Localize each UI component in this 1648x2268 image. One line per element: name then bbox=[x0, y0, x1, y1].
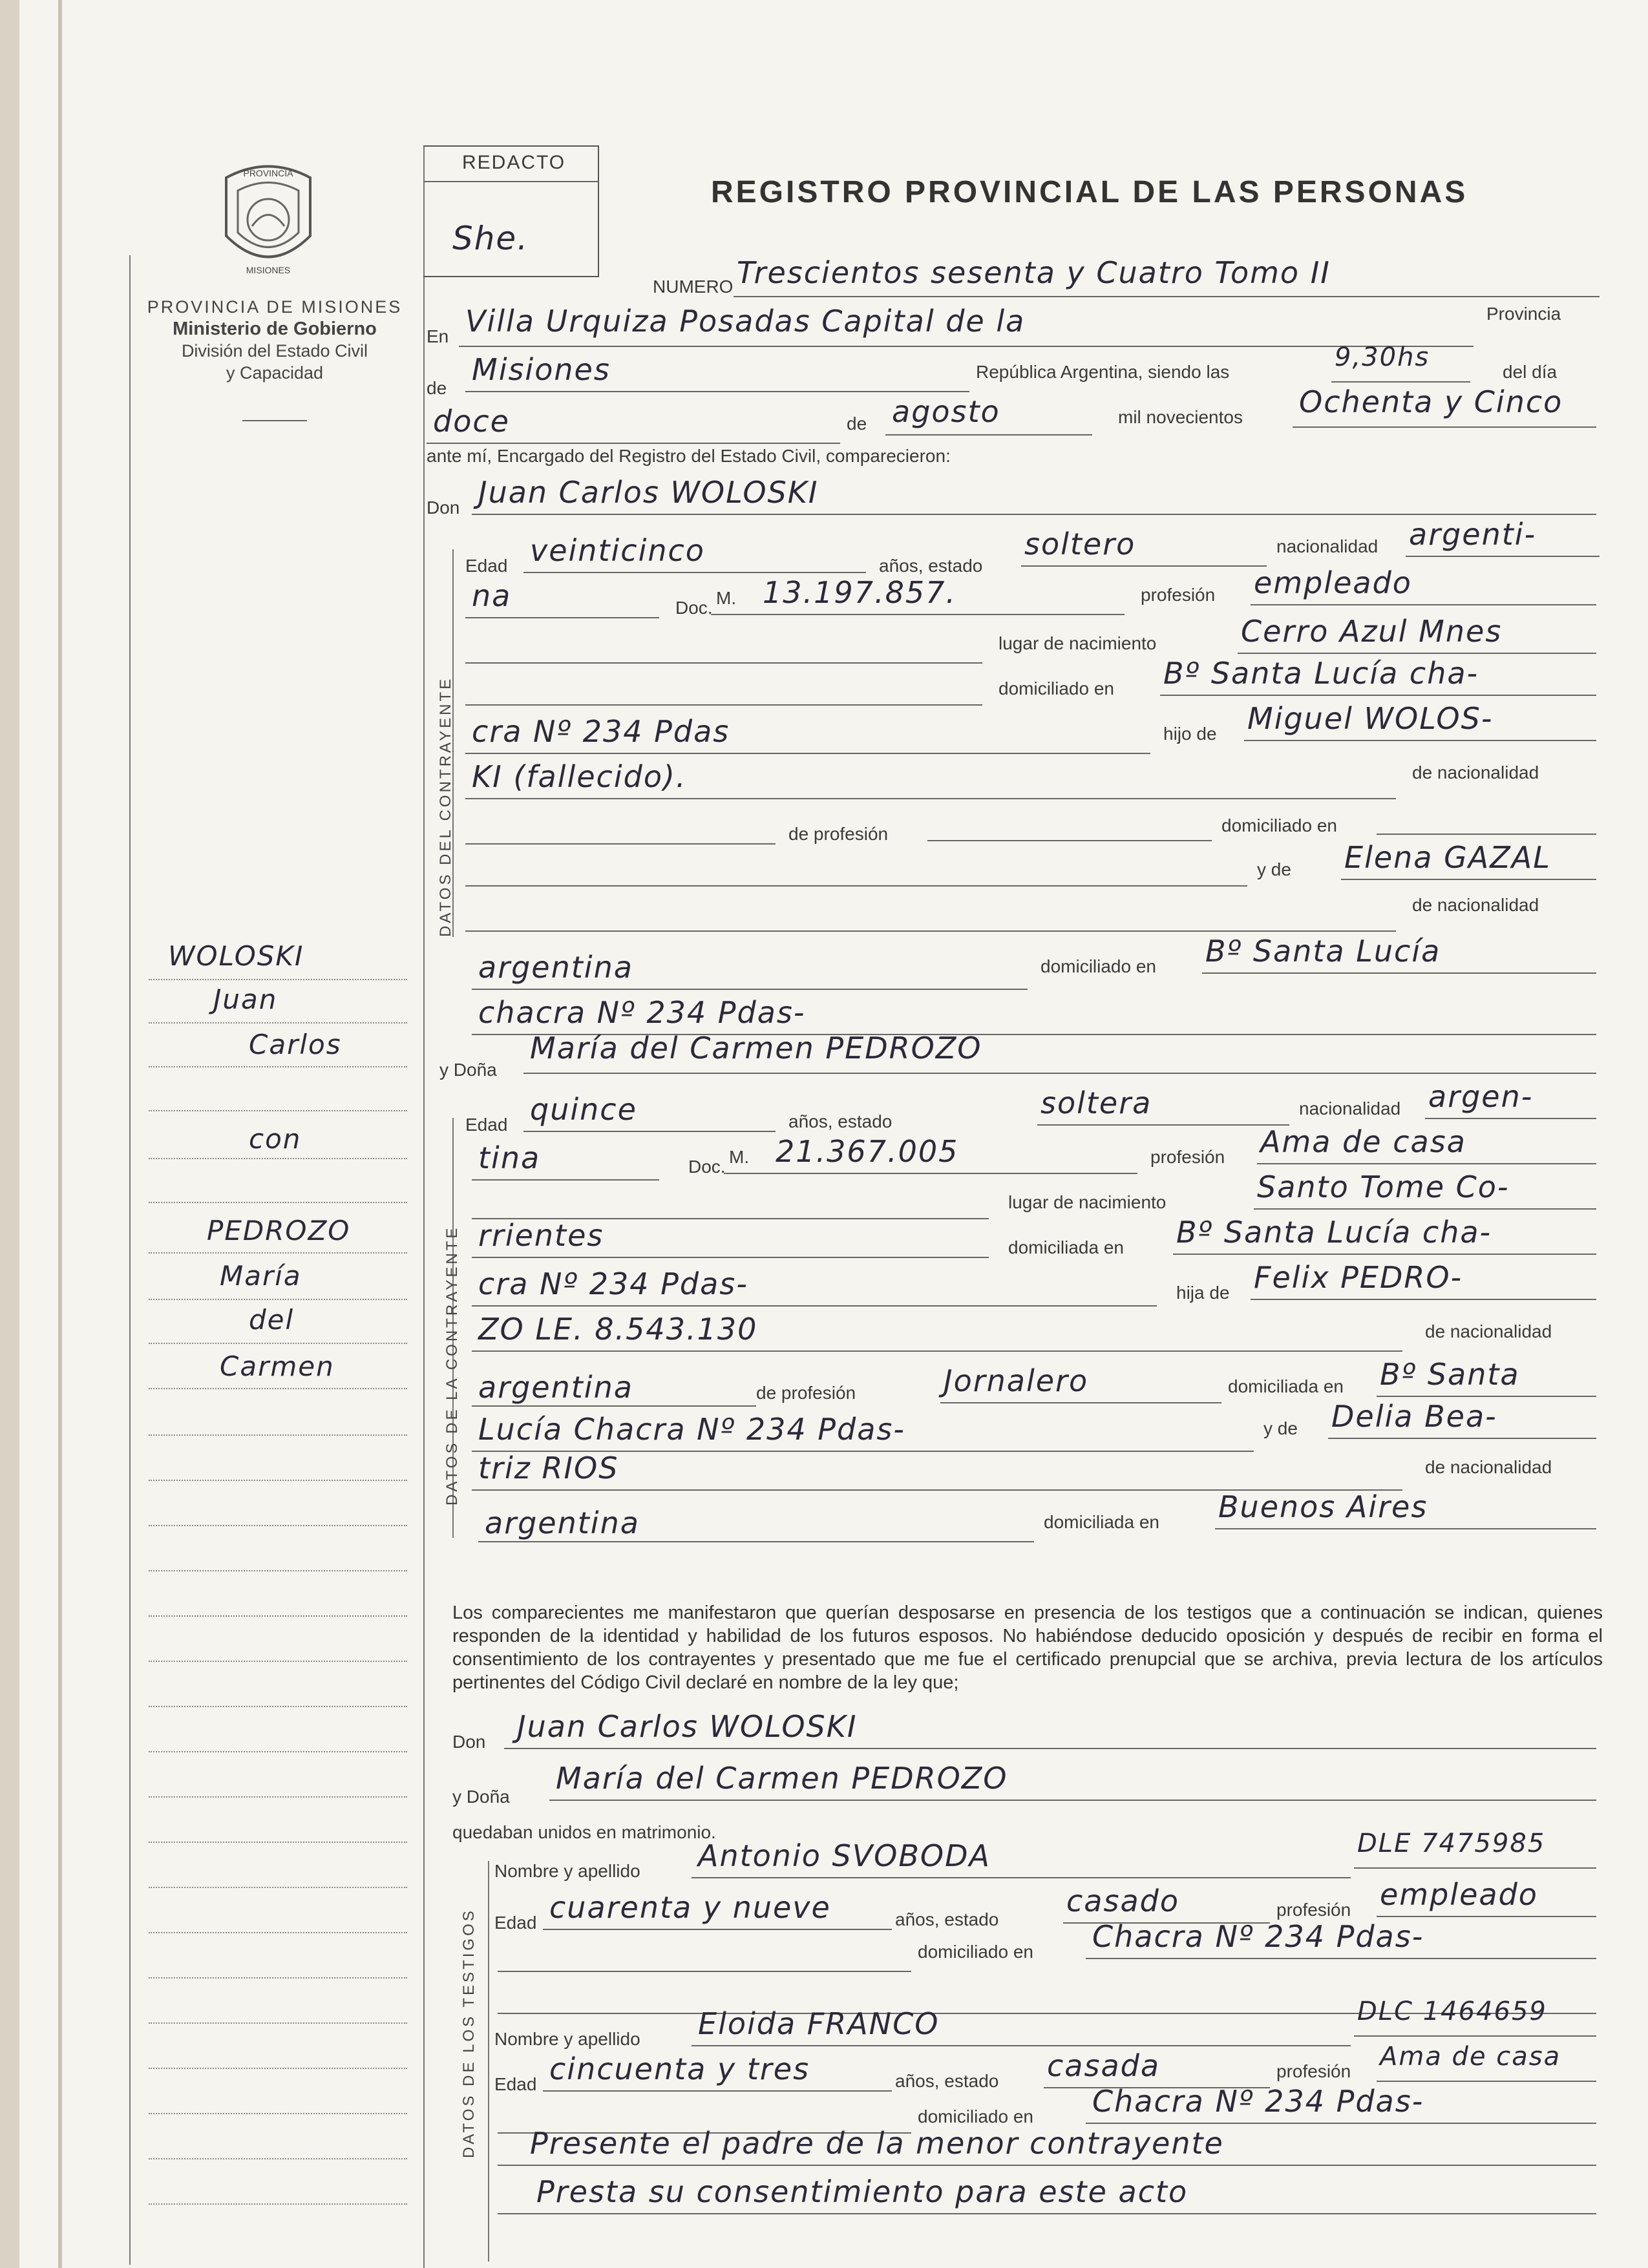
groom-nacionalidad-a: argenti- bbox=[1409, 517, 1537, 552]
margin-name-8: Carmen bbox=[220, 1350, 335, 1382]
bride-nac-label: nacionalidad bbox=[1299, 1098, 1401, 1118]
declaration-text: Los comparecientes me manifestaron que querían desposarse en presencia de los testigos que a continuación se indican, quienes responden de la identidad y habilidad de los futuros esposos. No habiéndose deducido oposición y después de recibir en forma el consentimiento de los contrayentes y presentado que me fue el certificado prenupcial que se archiva, previa lectura de los artículos pertinentes del Código Civil declaré en nombre de la ley que; bbox=[452, 1602, 1603, 1693]
bride-padre-b: ZO LE. 8.543.130 bbox=[478, 1312, 758, 1347]
bride-padre-prof: Jornalero bbox=[944, 1363, 1089, 1398]
bride-dona-label: y Doña bbox=[439, 1060, 497, 1080]
bride-doc-label: Doc. bbox=[688, 1157, 726, 1177]
bride-nacionalidad-b: tina bbox=[478, 1140, 541, 1175]
bride-profesion: Ama de casa bbox=[1260, 1124, 1466, 1159]
groom-don-label: Don bbox=[427, 498, 460, 518]
margin-name-1: WOLOSKI bbox=[168, 940, 304, 972]
bride-nacionalidad-a: argen- bbox=[1428, 1079, 1534, 1114]
de-value: Misiones bbox=[472, 352, 611, 387]
en-label: En bbox=[427, 326, 449, 346]
groom-de-nac-label: de nacionalidad bbox=[1412, 762, 1539, 782]
w1-nombre-label: Nombre y apellido bbox=[494, 1861, 640, 1881]
groom-padre-a: Miguel WOLOS- bbox=[1247, 701, 1494, 736]
groom-prof-label: profesión bbox=[1141, 585, 1216, 605]
org-rule bbox=[242, 420, 307, 421]
w1-prof-label: profesión bbox=[1276, 1900, 1351, 1920]
witness-note-b: Presta su consentimiento para este acto bbox=[536, 2174, 1188, 2209]
ante-mi-text: ante mí, Encargado del Registro del Estado Civil, comparecieron: bbox=[427, 446, 951, 466]
bride-madre-a: Delia Bea- bbox=[1331, 1399, 1497, 1434]
w2-doc: DLC 1464659 bbox=[1357, 1997, 1547, 2026]
province-emblem-icon bbox=[213, 158, 323, 281]
groom-dom-b: cra Nº 234 Pdas bbox=[472, 714, 730, 749]
bride-de-prof-label: de profesión bbox=[756, 1383, 856, 1403]
org-line1: PROVINCIA DE MISIONES bbox=[147, 297, 403, 317]
bride-dom-b: cra Nº 234 Pdas- bbox=[478, 1266, 748, 1301]
w2-nombre-label: Nombre y apellido bbox=[494, 2029, 640, 2049]
numero-label: NUMERO bbox=[653, 277, 734, 297]
bride-madre-dom: Buenos Aires bbox=[1218, 1489, 1428, 1524]
groom-dom-a: Bº Santa Lucía cha- bbox=[1163, 656, 1479, 691]
w2-anos-label: años, estado bbox=[895, 2071, 999, 2091]
w1-dom: Chacra Nº 234 Pdas- bbox=[1092, 1919, 1424, 1954]
bride-de-nac-label: de nacionalidad bbox=[1425, 1321, 1552, 1341]
margin-name-6: María bbox=[220, 1260, 302, 1292]
bride-anos-label: años, estado bbox=[788, 1111, 893, 1131]
bride-madre-nac: argentina bbox=[485, 1506, 640, 1540]
w2-edad: cincuenta y tres bbox=[549, 2052, 810, 2086]
w2-estado: casada bbox=[1047, 2048, 1161, 2083]
bride-de-nac-label-2: de nacionalidad bbox=[1425, 1457, 1552, 1477]
bride-hija-label: hija de bbox=[1176, 1283, 1230, 1303]
binder-fold bbox=[58, 0, 62, 2268]
w2-dom: Chacra Nº 234 Pdas- bbox=[1092, 2084, 1424, 2119]
margin-border-left bbox=[129, 255, 131, 2265]
w1-edad: cuarenta y nueve bbox=[549, 1890, 831, 1925]
groom-nacionalidad-b: na bbox=[472, 578, 512, 613]
groom-nac-label: nacionalidad bbox=[1276, 536, 1379, 556]
bride-estado: soltera bbox=[1041, 1086, 1152, 1120]
groom-madre: Elena GAZAL bbox=[1344, 840, 1551, 875]
hora-value: 9,30hs bbox=[1335, 342, 1430, 372]
bride-dom-label: domiciliada en bbox=[1008, 1237, 1124, 1257]
w2-name: Eloida FRANCO bbox=[698, 2006, 940, 2041]
margin-name-7: del bbox=[249, 1304, 295, 1336]
binder-edge bbox=[0, 0, 19, 2268]
dia-value: doce bbox=[433, 404, 510, 439]
bride-edad-label: Edad bbox=[465, 1115, 508, 1135]
w1-prof: empleado bbox=[1380, 1877, 1538, 1912]
groom-dom-label: domiciliado en bbox=[998, 678, 1114, 698]
groom-madre-nac: argentina bbox=[478, 950, 633, 985]
svg-text:PROVINCIA: PROVINCIA bbox=[243, 168, 293, 178]
bride-padre-dom-a: Bº Santa bbox=[1380, 1357, 1520, 1392]
groom-hijo-label: hijo de bbox=[1163, 724, 1217, 744]
w1-doc: DLE 7475985 bbox=[1357, 1829, 1546, 1858]
margin-name-3: Carlos bbox=[249, 1029, 342, 1060]
margin-name-4: con bbox=[249, 1123, 302, 1155]
groom-padre-b: KI (fallecido). bbox=[472, 759, 687, 794]
groom-doc: 13.197.857. bbox=[763, 575, 956, 610]
org-line4: y Capacidad bbox=[226, 363, 324, 383]
de-mes-label: de bbox=[847, 414, 867, 434]
groom-section-label: DATOS DEL CONTRAYENTE bbox=[437, 676, 454, 937]
org-line3: División del Estado Civil bbox=[181, 341, 368, 361]
margin-name-2: Juan bbox=[213, 983, 278, 1015]
page-title: REGISTRO PROVINCIAL DE LAS PERSONAS bbox=[711, 175, 1468, 209]
w2-dom-label: domiciliado en bbox=[918, 2106, 1033, 2126]
w1-anos-label: años, estado bbox=[895, 1909, 999, 1929]
org-block bbox=[139, 296, 410, 384]
bride-padre-dom-b: Lucía Chacra Nº 234 Pdas- bbox=[478, 1412, 905, 1447]
decl-don-label: Don bbox=[452, 1732, 486, 1752]
margin-name-5: PEDROZO bbox=[207, 1215, 351, 1246]
bride-doc-type: M. bbox=[729, 1147, 750, 1167]
groom-edad: veinticinco bbox=[530, 533, 705, 568]
bride-madre-b: triz RIOS bbox=[478, 1451, 619, 1486]
w2-prof: Ama de casa bbox=[1380, 2042, 1561, 2072]
groom-madre-dom-label: domiciliado en bbox=[1041, 956, 1156, 976]
groom-madre-dom-a: Bº Santa Lucía bbox=[1205, 934, 1441, 969]
groom-anos-label: años, estado bbox=[879, 556, 983, 576]
numero-value: Trescientos sesenta y Cuatro Tomo II bbox=[737, 255, 1331, 290]
groom-name: Juan Carlos WOLOSKI bbox=[478, 475, 819, 510]
bride-edad: quince bbox=[530, 1092, 637, 1127]
republica-label: República Argentina, siendo las bbox=[976, 362, 1230, 382]
w1-edad-label: Edad bbox=[494, 1913, 537, 1933]
groom-lugar: Cerro Azul Mnes bbox=[1241, 614, 1503, 649]
groom-lugar-label: lugar de nacimiento bbox=[998, 633, 1157, 653]
groom-dom2-label: domiciliado en bbox=[1221, 815, 1337, 835]
groom-estado: soltero bbox=[1024, 527, 1136, 562]
bride-y-de-label: y de bbox=[1263, 1418, 1298, 1438]
groom-de-nac-label-2: de nacionalidad bbox=[1412, 895, 1539, 915]
bride-prof-label: profesión bbox=[1150, 1147, 1225, 1167]
decl-don: Juan Carlos WOLOSKI bbox=[517, 1709, 858, 1744]
witness-note-a: Presente el padre de la menor contrayente bbox=[530, 2126, 1224, 2161]
redacto-value: She. bbox=[452, 220, 529, 257]
w2-edad-label: Edad bbox=[494, 2074, 537, 2094]
anio-value: Ochenta y Cinco bbox=[1299, 384, 1563, 419]
bride-dom3-label: domiciliada en bbox=[1044, 1512, 1159, 1532]
bride-dom2-label: domiciliada en bbox=[1228, 1376, 1344, 1396]
bride-lugar-label: lugar de nacimiento bbox=[1008, 1192, 1167, 1212]
decl-dona-label: y Doña bbox=[452, 1787, 510, 1807]
bride-dom-a: Bº Santa Lucía cha- bbox=[1176, 1215, 1492, 1250]
de-label: de bbox=[427, 378, 447, 398]
groom-de-prof-label: de profesión bbox=[788, 824, 889, 844]
redacto-label: REDACTO bbox=[462, 152, 566, 173]
w1-dom-label: domiciliado en bbox=[918, 1942, 1033, 1962]
groom-madre-dom-b: chacra Nº 234 Pdas- bbox=[478, 995, 806, 1030]
margin-border-right bbox=[423, 145, 425, 2268]
groom-doc-label: Doc. bbox=[675, 598, 713, 618]
bride-name: María del Carmen PEDROZO bbox=[530, 1031, 982, 1066]
bride-section-label: DATOS DE LA CONTRAYENTE bbox=[443, 1225, 461, 1506]
mes-value: agosto bbox=[892, 394, 1000, 429]
bride-padre-a: Felix PEDRO- bbox=[1254, 1260, 1463, 1295]
en-value: Villa Urquiza Posadas Capital de la bbox=[465, 304, 1026, 339]
svg-text:MISIONES: MISIONES bbox=[246, 265, 291, 275]
bride-doc: 21.367.005 bbox=[776, 1134, 959, 1169]
w1-name: Antonio SVOBODA bbox=[698, 1838, 991, 1873]
provincia-label: Provincia bbox=[1486, 304, 1561, 324]
mil-label: mil novecientos bbox=[1118, 407, 1243, 427]
bride-padre-nac: argentina bbox=[478, 1370, 633, 1405]
bride-lugar-a: Santo Tome Co- bbox=[1257, 1170, 1510, 1204]
decl-dona: María del Carmen PEDROZO bbox=[556, 1761, 1008, 1796]
del-dia-label: del día bbox=[1503, 362, 1558, 382]
groom-doc-type: M. bbox=[716, 588, 737, 608]
w1-estado: casado bbox=[1066, 1884, 1179, 1918]
bride-lugar-b: rrientes bbox=[478, 1218, 604, 1253]
decl-unidos: quedaban unidos en matrimonio. bbox=[452, 1822, 716, 1842]
groom-profesion: empleado bbox=[1254, 565, 1412, 600]
w2-prof-label: profesión bbox=[1276, 2061, 1351, 2081]
witness-section-label: DATOS DE LOS TESTIGOS bbox=[460, 1908, 478, 2158]
groom-edad-label: Edad bbox=[465, 556, 508, 576]
groom-y-de-label: y de bbox=[1257, 859, 1291, 879]
org-line2: Ministerio de Gobierno bbox=[173, 319, 377, 339]
